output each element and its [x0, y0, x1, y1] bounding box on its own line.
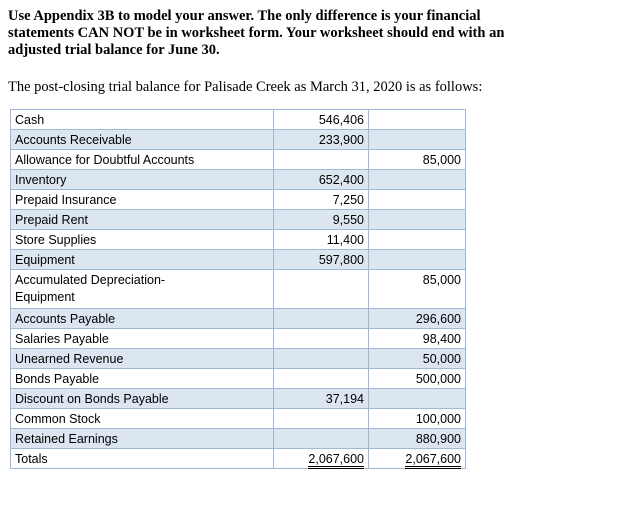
credit-total-cell [369, 449, 466, 469]
credit-amount: 296,600 [369, 309, 466, 329]
instructions-line-1: Use Appendix 3B to model your answer. The only difference is your financial [8, 8, 481, 24]
account-name: Accounts Receivable [11, 130, 274, 150]
debit-amount [274, 429, 369, 449]
account-name: Common Stock [11, 409, 274, 429]
debit-amount: 652,400 [274, 170, 369, 190]
debit-amount: 546,406 [274, 110, 369, 130]
trial-balance-table [10, 109, 466, 469]
debit-amount: 597,800 [274, 250, 369, 270]
account-name: Salaries Payable [11, 329, 274, 349]
credit-amount: 100,000 [369, 409, 466, 429]
instructions-line-2: statements CAN NOT be in worksheet form. Your worksheet should end with an [8, 25, 505, 41]
debit-amount: 9,550 [274, 210, 369, 230]
intro-text: The post-closing trial balance for Palisade Creek as March 31, 2020 is as follows: [8, 79, 483, 95]
table-row [11, 270, 466, 309]
table-row [11, 409, 466, 429]
debit-amount [274, 369, 369, 389]
credit-amount [369, 130, 466, 150]
credit-amount [369, 170, 466, 190]
table-row [11, 429, 466, 449]
credit-amount: 85,000 [369, 150, 466, 170]
credit-amount: 98,400 [369, 329, 466, 349]
table-row [11, 329, 466, 349]
table-row [11, 110, 466, 130]
totals-row [11, 449, 466, 469]
debit-amount [274, 150, 369, 170]
table-row [11, 389, 466, 409]
table-row [11, 309, 466, 329]
debit-amount: 7,250 [274, 190, 369, 210]
table-row [11, 210, 466, 230]
credit-amount: 85,000 [369, 270, 466, 309]
credit-amount [369, 230, 466, 250]
debit-amount: 37,194 [274, 389, 369, 409]
credit-amount [369, 110, 466, 130]
table-row [11, 150, 466, 170]
table-row [11, 349, 466, 369]
table-row [11, 190, 466, 210]
totals-label: Totals [11, 449, 274, 469]
debit-total-cell [274, 449, 369, 469]
table-row [11, 170, 466, 190]
credit-amount: 880,900 [369, 429, 466, 449]
account-name: Allowance for Doubtful Accounts [11, 150, 274, 170]
account-name: Accounts Payable [11, 309, 274, 329]
debit-amount [274, 329, 369, 349]
debit-amount: 11,400 [274, 230, 369, 250]
account-name: Prepaid Rent [11, 210, 274, 230]
debit-amount [274, 309, 369, 329]
credit-amount [369, 190, 466, 210]
debit-amount: 233,900 [274, 130, 369, 150]
credit-amount [369, 389, 466, 409]
account-name: Cash [11, 110, 274, 130]
instructions-line-3: adjusted trial balance for June 30. [8, 42, 220, 58]
account-name-line-2: Equipment [15, 290, 75, 304]
debit-amount [274, 270, 369, 309]
credit-amount [369, 210, 466, 230]
debit-total: 2,067,600 [308, 452, 364, 469]
account-name: Store Supplies [11, 230, 274, 250]
account-name: Unearned Revenue [11, 349, 274, 369]
account-name [11, 270, 274, 309]
account-name: Discount on Bonds Payable [11, 389, 274, 409]
table-row [11, 369, 466, 389]
table-row [11, 250, 466, 270]
credit-amount: 50,000 [369, 349, 466, 369]
debit-amount [274, 409, 369, 429]
credit-amount [369, 250, 466, 270]
table-row [11, 130, 466, 150]
credit-total: 2,067,600 [405, 452, 461, 469]
account-name-line-1: Accumulated Depreciation- [15, 273, 166, 287]
table-row [11, 230, 466, 250]
account-name: Prepaid Insurance [11, 190, 274, 210]
account-name: Inventory [11, 170, 274, 190]
debit-amount [274, 349, 369, 369]
credit-amount: 500,000 [369, 369, 466, 389]
account-name: Equipment [11, 250, 274, 270]
account-name: Bonds Payable [11, 369, 274, 389]
instructions [8, 8, 568, 59]
account-name: Retained Earnings [11, 429, 274, 449]
